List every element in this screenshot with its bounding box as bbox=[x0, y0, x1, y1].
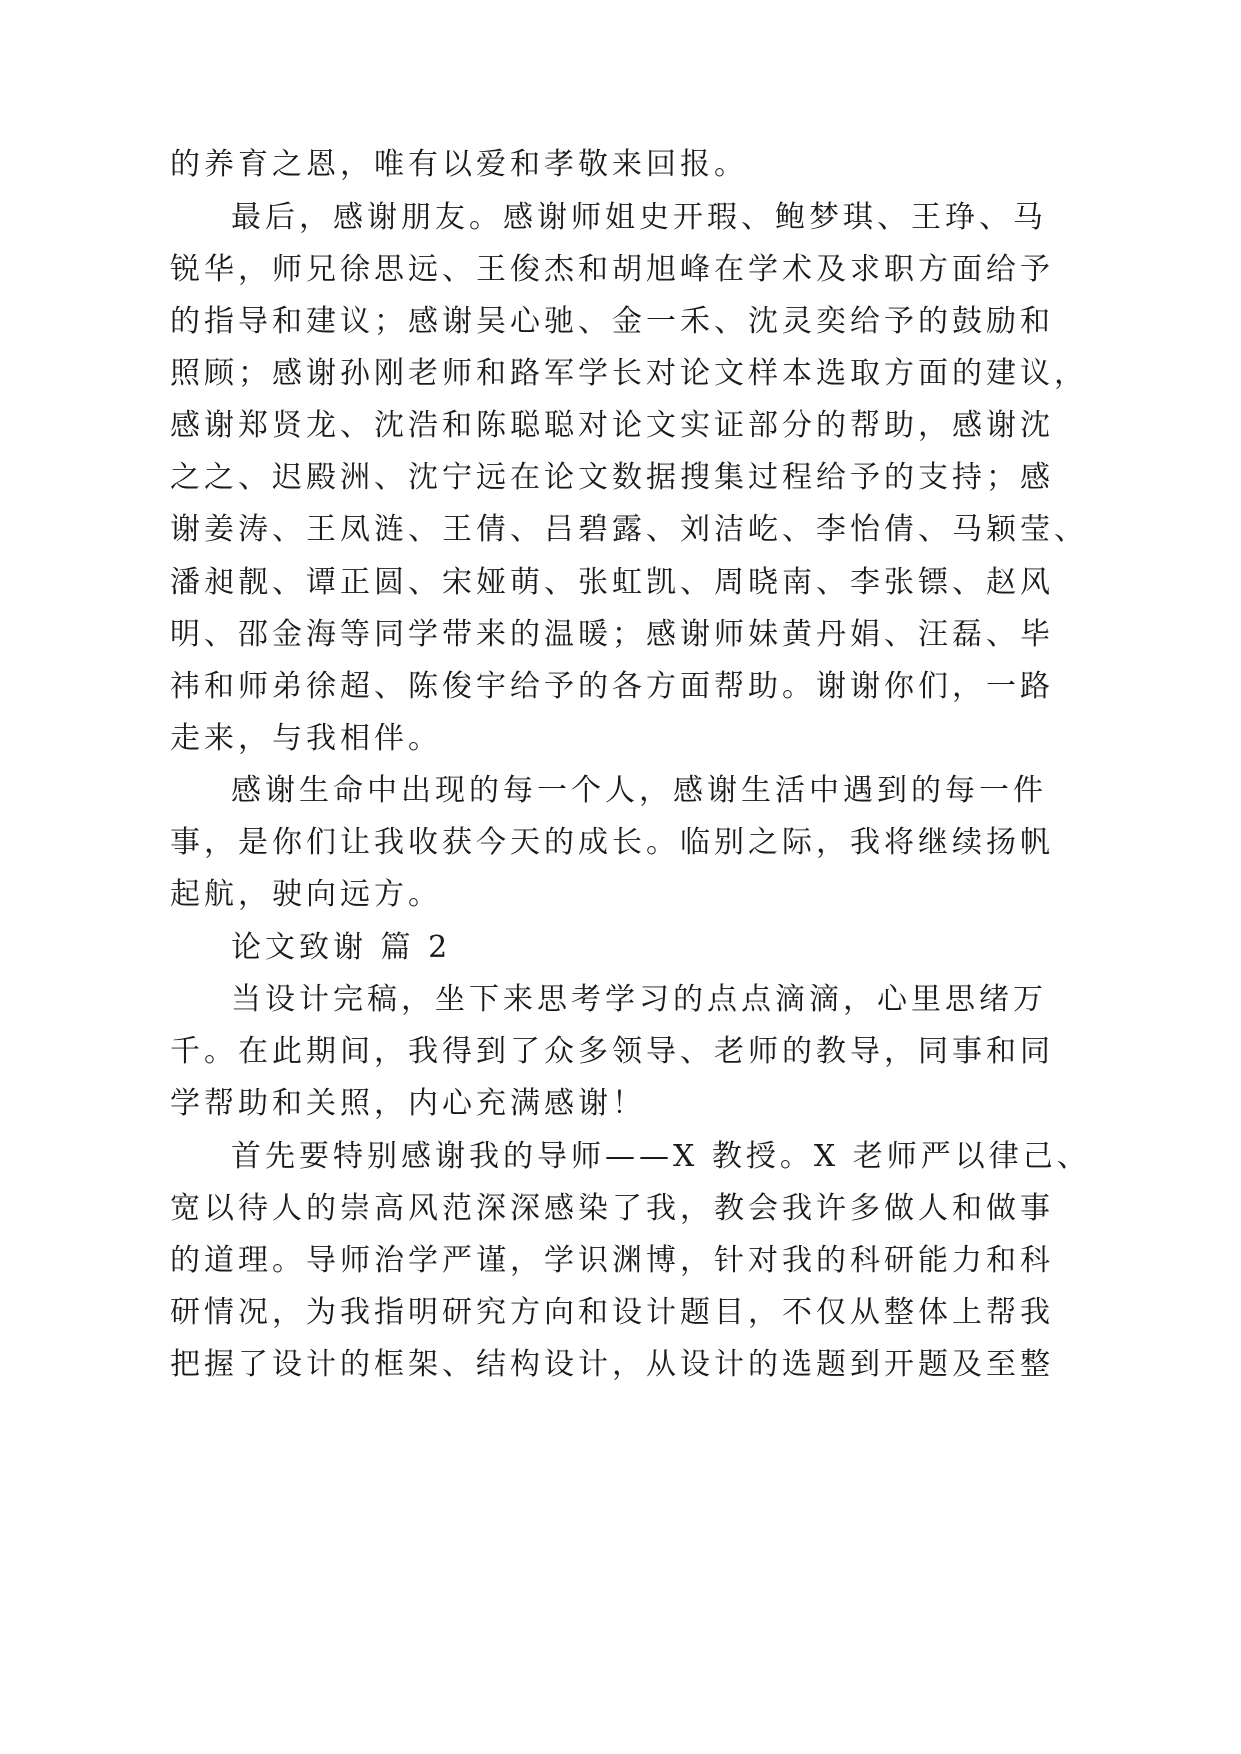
text-line: 宽以待人的崇高风范深深感染了我，教会我许多做人和做事 bbox=[170, 1191, 1054, 1226]
text-line: 的道理。导师治学严谨，学识渊博，针对我的科研能力和科 bbox=[170, 1243, 1054, 1278]
text-line: 研情况，为我指明研究方向和设计题目，不仅从整体上帮我 bbox=[170, 1295, 1054, 1330]
text-line: 当设计完稿，坐下来思考学习的点点滴滴，心里思绪万 bbox=[231, 982, 1047, 1017]
text-line: 感谢郑贤龙、沈浩和陈聪聪对论文实证部分的帮助，感谢沈 bbox=[170, 408, 1054, 443]
text-line: 事，是你们让我收获今天的成长。临别之际，我将继续扬帆 bbox=[170, 825, 1054, 860]
text-line: 走来，与我相伴。 bbox=[170, 721, 442, 756]
text-line: 学帮助和关照，内心充满感谢！ bbox=[170, 1086, 646, 1121]
text-line: 的养育之恩，唯有以爱和孝敬来回报。 bbox=[170, 147, 748, 182]
text-line: 感谢生命中出现的每一个人，感谢生活中遇到的每一件 bbox=[231, 773, 1047, 808]
text-line: 首先要特别感谢我的导师——X 教授。X 老师严以律己、 bbox=[231, 1139, 1091, 1174]
text-line: 祎和师弟徐超、陈俊宇给予的各方面帮助。谢谢你们，一路 bbox=[170, 669, 1054, 704]
text-line: 明、邵金海等同学带来的温暖；感谢师妹黄丹娟、汪磊、毕 bbox=[170, 617, 1054, 652]
text-line: 锐华，师兄徐思远、王俊杰和胡旭峰在学术及求职方面给予 bbox=[170, 252, 1054, 287]
text-line: 最后，感谢朋友。感谢师姐史开瑕、鲍梦琪、王琤、马 bbox=[231, 200, 1047, 235]
text-line: 的指导和建议；感谢吴心驰、金一禾、沈灵奕给予的鼓励和 bbox=[170, 304, 1054, 339]
text-line: 谢姜涛、王凤涟、王倩、吕碧露、刘洁屹、李怡倩、马颖莹、 bbox=[170, 512, 1088, 547]
text-line: 起航，驶向远方。 bbox=[170, 877, 442, 912]
section-heading: 论文致谢 篇 2 bbox=[231, 930, 452, 965]
text-line: 千。在此期间，我得到了众多领导、老师的教导，同事和同 bbox=[170, 1034, 1054, 1069]
text-line: 潘昶靓、谭正圆、宋娅萌、张虹凯、周晓南、李张镖、赵风 bbox=[170, 565, 1054, 600]
text-line: 照顾；感谢孙刚老师和路军学长对论文样本选取方面的建议， bbox=[170, 356, 1088, 391]
text-line: 之之、迟殿洲、沈宁远在论文数据搜集过程给予的支持；感 bbox=[170, 460, 1054, 495]
text-line: 把握了设计的框架、结构设计，从设计的选题到开题及至整 bbox=[170, 1347, 1054, 1382]
